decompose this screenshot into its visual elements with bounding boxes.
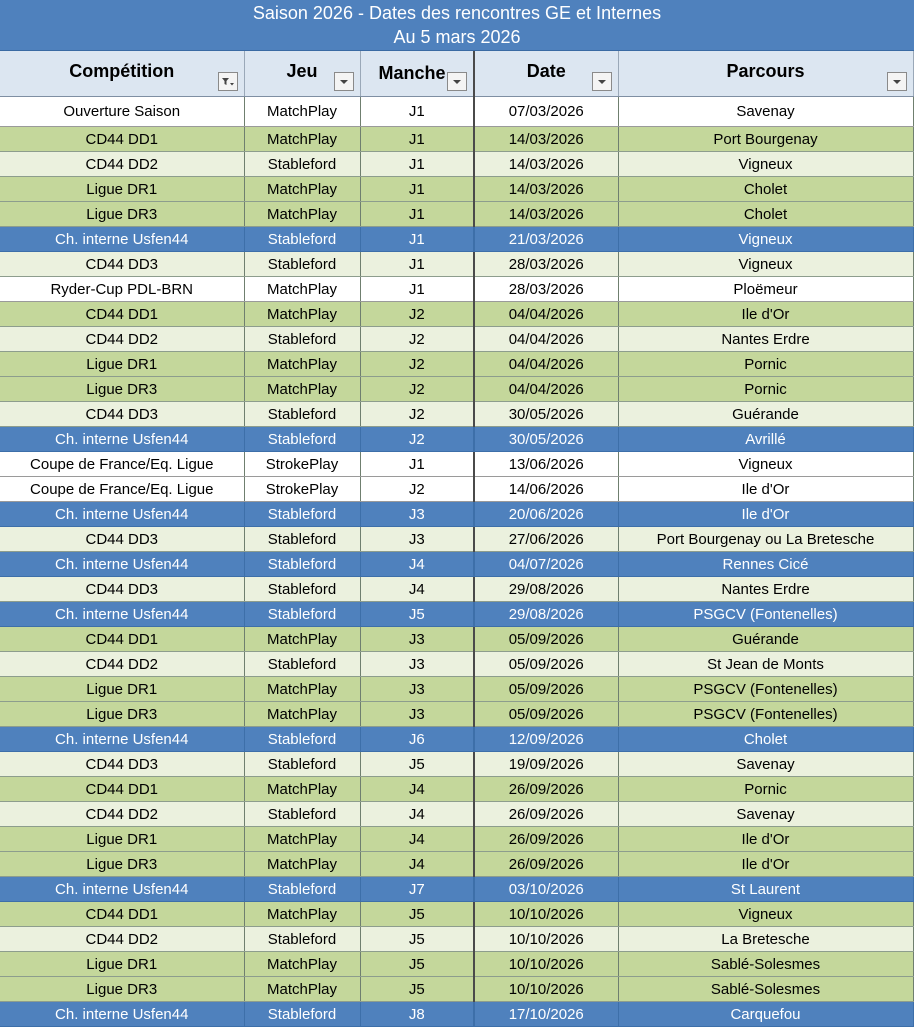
sheet-subtitle: Au 5 mars 2026 — [393, 27, 521, 47]
table-row — [0, 752, 913, 777]
cell-manche[interactable]: J3 — [360, 652, 474, 677]
table-row — [0, 302, 913, 327]
cell-competition[interactable]: Ligue DR1 — [0, 177, 244, 202]
cell-jeu[interactable]: Stableford — [244, 927, 360, 952]
cell-parcours[interactable]: St Laurent — [618, 877, 913, 902]
cell-manche[interactable]: J5 — [360, 952, 474, 977]
cell-manche[interactable]: J2 — [360, 302, 474, 327]
cell-date[interactable]: 12/09/2026 — [474, 727, 618, 752]
cell-manche[interactable]: J4 — [360, 852, 474, 877]
cell-manche[interactable]: J1 — [360, 152, 474, 177]
cell-jeu[interactable]: MatchPlay — [244, 302, 360, 327]
cell-jeu[interactable]: MatchPlay — [244, 277, 360, 302]
cell-parcours[interactable]: PSGCV (Fontenelles) — [618, 602, 913, 627]
cell-parcours[interactable]: Guérande — [618, 402, 913, 427]
table-row — [0, 177, 913, 202]
table-row — [0, 502, 913, 527]
cell-parcours[interactable]: PSGCV (Fontenelles) — [618, 677, 913, 702]
cell-date[interactable]: 14/03/2026 — [474, 202, 618, 227]
cell-competition[interactable]: Ligue DR3 — [0, 852, 244, 877]
cell-parcours[interactable]: Vigneux — [618, 452, 913, 477]
cell-competition[interactable]: Ch. interne Usfen44 — [0, 727, 244, 752]
cell-manche[interactable]: J1 — [360, 127, 474, 152]
cell-parcours[interactable]: Port Bourgenay ou La Bretesche — [618, 527, 913, 552]
cell-parcours[interactable]: Cholet — [618, 727, 913, 752]
column-header-label: Parcours — [726, 61, 805, 81]
cell-parcours[interactable]: Ile d'Or — [618, 827, 913, 852]
table-row — [0, 877, 913, 902]
cell-jeu[interactable]: Stableford — [244, 152, 360, 177]
column-header-label: Jeu — [286, 61, 318, 81]
cell-date[interactable]: 17/10/2026 — [474, 1002, 618, 1027]
cell-jeu[interactable]: Stableford — [244, 502, 360, 527]
cell-jeu[interactable]: Stableford — [244, 427, 360, 452]
table-row — [0, 1002, 913, 1027]
table-row — [0, 127, 913, 152]
cell-jeu[interactable]: MatchPlay — [244, 377, 360, 402]
cell-manche[interactable]: J1 — [360, 97, 474, 127]
column-header-manche — [360, 51, 474, 97]
cell-manche[interactable]: J3 — [360, 627, 474, 652]
table-row — [0, 727, 913, 752]
cell-competition[interactable]: Coupe de France/Eq. Ligue — [0, 477, 244, 502]
cell-manche[interactable]: J1 — [360, 277, 474, 302]
filter-active-icon[interactable] — [218, 72, 238, 91]
cell-jeu[interactable]: Stableford — [244, 802, 360, 827]
table-row — [0, 552, 913, 577]
cell-competition[interactable]: CD44 DD3 — [0, 752, 244, 777]
cell-jeu[interactable]: Stableford — [244, 877, 360, 902]
cell-manche[interactable]: J3 — [360, 502, 474, 527]
cell-parcours[interactable]: Ile d'Or — [618, 477, 913, 502]
cell-jeu[interactable]: Stableford — [244, 227, 360, 252]
cell-manche[interactable]: J2 — [360, 377, 474, 402]
cell-competition[interactable]: CD44 DD1 — [0, 627, 244, 652]
cell-competition[interactable]: Coupe de France/Eq. Ligue — [0, 452, 244, 477]
cell-manche[interactable]: J8 — [360, 1002, 474, 1027]
column-header-date — [474, 51, 618, 97]
table-row — [0, 702, 913, 727]
cell-competition[interactable]: Ch. interne Usfen44 — [0, 552, 244, 577]
cell-competition[interactable]: CD44 DD3 — [0, 402, 244, 427]
cell-date[interactable]: 04/04/2026 — [474, 302, 618, 327]
cell-competition[interactable]: Ch. interne Usfen44 — [0, 877, 244, 902]
table-row — [0, 377, 913, 402]
column-header-label: Compétition — [69, 61, 175, 81]
table-row — [0, 652, 913, 677]
table-row — [0, 577, 913, 602]
cell-date[interactable]: 20/06/2026 — [474, 502, 618, 527]
cell-manche[interactable]: J3 — [360, 527, 474, 552]
cell-jeu[interactable]: StrokePlay — [244, 452, 360, 477]
cell-parcours[interactable]: St Jean de Monts — [618, 652, 913, 677]
table-row — [0, 777, 913, 802]
sheet-title: Saison 2026 - Dates des rencontres GE et Internes — [252, 3, 662, 23]
cell-date[interactable]: 10/10/2026 — [474, 902, 618, 927]
cell-parcours[interactable]: Savenay — [618, 97, 913, 127]
cell-date[interactable]: 29/08/2026 — [474, 602, 618, 627]
cell-parcours[interactable]: Cholet — [618, 202, 913, 227]
cell-parcours[interactable]: Sablé-Solesmes — [618, 977, 913, 1002]
dropdown-arrow-icon[interactable] — [592, 72, 612, 91]
cell-jeu[interactable]: Stableford — [244, 1002, 360, 1027]
cell-date[interactable]: 30/05/2026 — [474, 427, 618, 452]
cell-parcours[interactable]: Pornic — [618, 352, 913, 377]
cell-date[interactable]: 05/09/2026 — [474, 702, 618, 727]
cell-jeu[interactable]: Stableford — [244, 402, 360, 427]
cell-parcours[interactable]: Vigneux — [618, 227, 913, 252]
dropdown-arrow-icon[interactable] — [447, 72, 467, 91]
cell-manche[interactable]: J5 — [360, 902, 474, 927]
cell-manche[interactable]: J4 — [360, 552, 474, 577]
cell-jeu[interactable]: MatchPlay — [244, 177, 360, 202]
cell-date[interactable]: 14/03/2026 — [474, 127, 618, 152]
table-row — [0, 152, 913, 177]
table-row — [0, 277, 913, 302]
cell-date[interactable]: 04/04/2026 — [474, 377, 618, 402]
cell-date[interactable]: 21/03/2026 — [474, 227, 618, 252]
table-row — [0, 227, 913, 252]
cell-date[interactable]: 03/10/2026 — [474, 877, 618, 902]
cell-jeu[interactable]: MatchPlay — [244, 97, 360, 127]
cell-jeu[interactable]: MatchPlay — [244, 352, 360, 377]
schedule-table — [0, 51, 914, 1027]
cell-manche[interactable]: J4 — [360, 577, 474, 602]
cell-parcours[interactable]: Ploëmeur — [618, 277, 913, 302]
cell-competition[interactable]: CD44 DD2 — [0, 327, 244, 352]
cell-date[interactable]: 04/07/2026 — [474, 552, 618, 577]
table-row — [0, 252, 913, 277]
cell-date[interactable]: 26/09/2026 — [474, 802, 618, 827]
cell-date[interactable]: 14/03/2026 — [474, 152, 618, 177]
cell-parcours[interactable]: Cholet — [618, 177, 913, 202]
cell-manche[interactable]: J4 — [360, 777, 474, 802]
cell-manche[interactable]: J3 — [360, 702, 474, 727]
table-row — [0, 202, 913, 227]
cell-competition[interactable]: Ch. interne Usfen44 — [0, 1002, 244, 1027]
table-row — [0, 527, 913, 552]
cell-competition[interactable]: CD44 DD3 — [0, 577, 244, 602]
cell-parcours[interactable]: Ile d'Or — [618, 502, 913, 527]
cell-parcours[interactable]: Ile d'Or — [618, 852, 913, 877]
cell-date[interactable]: 28/03/2026 — [474, 277, 618, 302]
cell-manche[interactable]: J4 — [360, 827, 474, 852]
cell-jeu[interactable]: Stableford — [244, 527, 360, 552]
cell-date[interactable]: 10/10/2026 — [474, 952, 618, 977]
cell-jeu[interactable]: Stableford — [244, 327, 360, 352]
cell-jeu[interactable]: Stableford — [244, 727, 360, 752]
cell-parcours[interactable]: Carquefou — [618, 1002, 913, 1027]
cell-manche[interactable]: J1 — [360, 177, 474, 202]
cell-parcours[interactable]: Vigneux — [618, 902, 913, 927]
cell-competition[interactable]: Ligue DR1 — [0, 352, 244, 377]
cell-competition[interactable]: CD44 DD2 — [0, 927, 244, 952]
cell-manche[interactable]: J2 — [360, 327, 474, 352]
cell-competition[interactable]: Ouverture Saison — [0, 97, 244, 127]
cell-jeu[interactable]: Stableford — [244, 552, 360, 577]
cell-parcours[interactable]: La Bretesche — [618, 927, 913, 952]
cell-date[interactable]: 10/10/2026 — [474, 977, 618, 1002]
cell-jeu[interactable]: MatchPlay — [244, 127, 360, 152]
cell-competition[interactable]: Ligue DR1 — [0, 952, 244, 977]
cell-parcours[interactable]: Ile d'Or — [618, 302, 913, 327]
table-body — [0, 97, 913, 1027]
cell-date[interactable]: 04/04/2026 — [474, 352, 618, 377]
cell-manche[interactable]: J6 — [360, 727, 474, 752]
table-row — [0, 627, 913, 652]
cell-date[interactable]: 05/09/2026 — [474, 677, 618, 702]
cell-manche[interactable]: J1 — [360, 252, 474, 277]
header-row — [0, 51, 913, 97]
cell-jeu[interactable]: MatchPlay — [244, 977, 360, 1002]
cell-date[interactable]: 29/08/2026 — [474, 577, 618, 602]
cell-parcours[interactable]: Sablé-Solesmes — [618, 952, 913, 977]
cell-date[interactable]: 26/09/2026 — [474, 777, 618, 802]
column-header-label: Date — [526, 61, 566, 81]
cell-jeu[interactable]: Stableford — [244, 577, 360, 602]
table-row — [0, 352, 913, 377]
cell-competition[interactable]: Ch. interne Usfen44 — [0, 427, 244, 452]
cell-competition[interactable]: Ligue DR3 — [0, 702, 244, 727]
cell-competition[interactable]: Ch. interne Usfen44 — [0, 502, 244, 527]
table-row — [0, 602, 913, 627]
cell-manche[interactable]: J1 — [360, 202, 474, 227]
cell-competition[interactable]: CD44 DD1 — [0, 902, 244, 927]
cell-parcours[interactable]: Guérande — [618, 627, 913, 652]
cell-jeu[interactable]: StrokePlay — [244, 477, 360, 502]
table-row — [0, 427, 913, 452]
cell-jeu[interactable]: MatchPlay — [244, 202, 360, 227]
cell-parcours[interactable]: Pornic — [618, 777, 913, 802]
cell-date[interactable]: 19/09/2026 — [474, 752, 618, 777]
table-row — [0, 977, 913, 1002]
cell-jeu[interactable]: MatchPlay — [244, 702, 360, 727]
cell-date[interactable]: 26/09/2026 — [474, 827, 618, 852]
cell-jeu[interactable]: MatchPlay — [244, 902, 360, 927]
cell-competition[interactable]: Ryder-Cup PDL-BRN — [0, 277, 244, 302]
cell-parcours[interactable]: Avrillé — [618, 427, 913, 452]
cell-jeu[interactable]: Stableford — [244, 752, 360, 777]
table-row — [0, 677, 913, 702]
cell-jeu[interactable]: MatchPlay — [244, 827, 360, 852]
table-row — [0, 452, 913, 477]
cell-competition[interactable]: CD44 DD1 — [0, 302, 244, 327]
cell-date[interactable]: 30/05/2026 — [474, 402, 618, 427]
table-row — [0, 97, 913, 127]
cell-parcours[interactable]: Savenay — [618, 802, 913, 827]
cell-manche[interactable]: J1 — [360, 227, 474, 252]
cell-date[interactable]: 26/09/2026 — [474, 852, 618, 877]
cell-date[interactable]: 14/03/2026 — [474, 177, 618, 202]
table-row — [0, 402, 913, 427]
table-row — [0, 902, 913, 927]
cell-competition[interactable]: Ligue DR3 — [0, 377, 244, 402]
column-header-jeu — [244, 51, 360, 97]
table-row — [0, 852, 913, 877]
cell-date[interactable]: 04/04/2026 — [474, 327, 618, 352]
cell-parcours[interactable]: Nantes Erdre — [618, 327, 913, 352]
cell-parcours[interactable]: Rennes Cicé — [618, 552, 913, 577]
cell-competition[interactable]: CD44 DD2 — [0, 152, 244, 177]
cell-competition[interactable]: CD44 DD1 — [0, 127, 244, 152]
cell-manche[interactable]: J3 — [360, 677, 474, 702]
cell-competition[interactable]: Ligue DR3 — [0, 202, 244, 227]
cell-parcours[interactable]: Savenay — [618, 752, 913, 777]
cell-competition[interactable]: CD44 DD3 — [0, 252, 244, 277]
cell-jeu[interactable]: MatchPlay — [244, 952, 360, 977]
table-row — [0, 802, 913, 827]
cell-date[interactable]: 10/10/2026 — [474, 927, 618, 952]
cell-date[interactable]: 28/03/2026 — [474, 252, 618, 277]
cell-parcours[interactable]: Pornic — [618, 377, 913, 402]
cell-manche[interactable]: J2 — [360, 402, 474, 427]
cell-parcours[interactable]: Vigneux — [618, 152, 913, 177]
column-header-competition — [0, 51, 244, 97]
cell-jeu[interactable]: Stableford — [244, 652, 360, 677]
cell-jeu[interactable]: Stableford — [244, 602, 360, 627]
cell-manche[interactable]: J5 — [360, 752, 474, 777]
column-header-label: Manche — [378, 63, 446, 83]
cell-date[interactable]: 27/06/2026 — [474, 527, 618, 552]
dropdown-arrow-icon[interactable] — [887, 72, 907, 91]
cell-manche[interactable]: J7 — [360, 877, 474, 902]
cell-jeu[interactable]: MatchPlay — [244, 677, 360, 702]
cell-date[interactable]: 07/03/2026 — [474, 97, 618, 127]
cell-jeu[interactable]: MatchPlay — [244, 627, 360, 652]
cell-manche[interactable]: J5 — [360, 927, 474, 952]
cell-manche[interactable]: J5 — [360, 977, 474, 1002]
cell-competition[interactable]: CD44 DD3 — [0, 527, 244, 552]
cell-competition[interactable]: Ligue DR3 — [0, 977, 244, 1002]
cell-competition[interactable]: CD44 DD2 — [0, 802, 244, 827]
cell-competition[interactable]: CD44 DD1 — [0, 777, 244, 802]
cell-manche[interactable]: J2 — [360, 427, 474, 452]
table-row — [0, 477, 913, 502]
cell-manche[interactable]: J5 — [360, 602, 474, 627]
cell-manche[interactable]: J2 — [360, 352, 474, 377]
cell-competition[interactable]: Ch. interne Usfen44 — [0, 227, 244, 252]
cell-jeu[interactable]: MatchPlay — [244, 852, 360, 877]
cell-competition[interactable]: Ligue DR1 — [0, 827, 244, 852]
cell-competition[interactable]: Ligue DR1 — [0, 677, 244, 702]
cell-parcours[interactable]: Nantes Erdre — [618, 577, 913, 602]
table-row — [0, 827, 913, 852]
cell-manche[interactable]: J4 — [360, 802, 474, 827]
cell-date[interactable]: 05/09/2026 — [474, 652, 618, 677]
cell-date[interactable]: 13/06/2026 — [474, 452, 618, 477]
cell-parcours[interactable]: Port Bourgenay — [618, 127, 913, 152]
cell-manche[interactable]: J1 — [360, 452, 474, 477]
cell-manche[interactable]: J2 — [360, 477, 474, 502]
cell-parcours[interactable]: Vigneux — [618, 252, 913, 277]
cell-date[interactable]: 14/06/2026 — [474, 477, 618, 502]
table-row — [0, 927, 913, 952]
cell-parcours[interactable]: PSGCV (Fontenelles) — [618, 702, 913, 727]
cell-competition[interactable]: CD44 DD2 — [0, 652, 244, 677]
dropdown-arrow-icon[interactable] — [334, 72, 354, 91]
cell-jeu[interactable]: Stableford — [244, 252, 360, 277]
column-header-parcours — [618, 51, 913, 97]
table-row — [0, 327, 913, 352]
sheet-title-banner — [0, 0, 914, 51]
table-row — [0, 952, 913, 977]
cell-date[interactable]: 05/09/2026 — [474, 627, 618, 652]
cell-jeu[interactable]: MatchPlay — [244, 777, 360, 802]
cell-competition[interactable]: Ch. interne Usfen44 — [0, 602, 244, 627]
